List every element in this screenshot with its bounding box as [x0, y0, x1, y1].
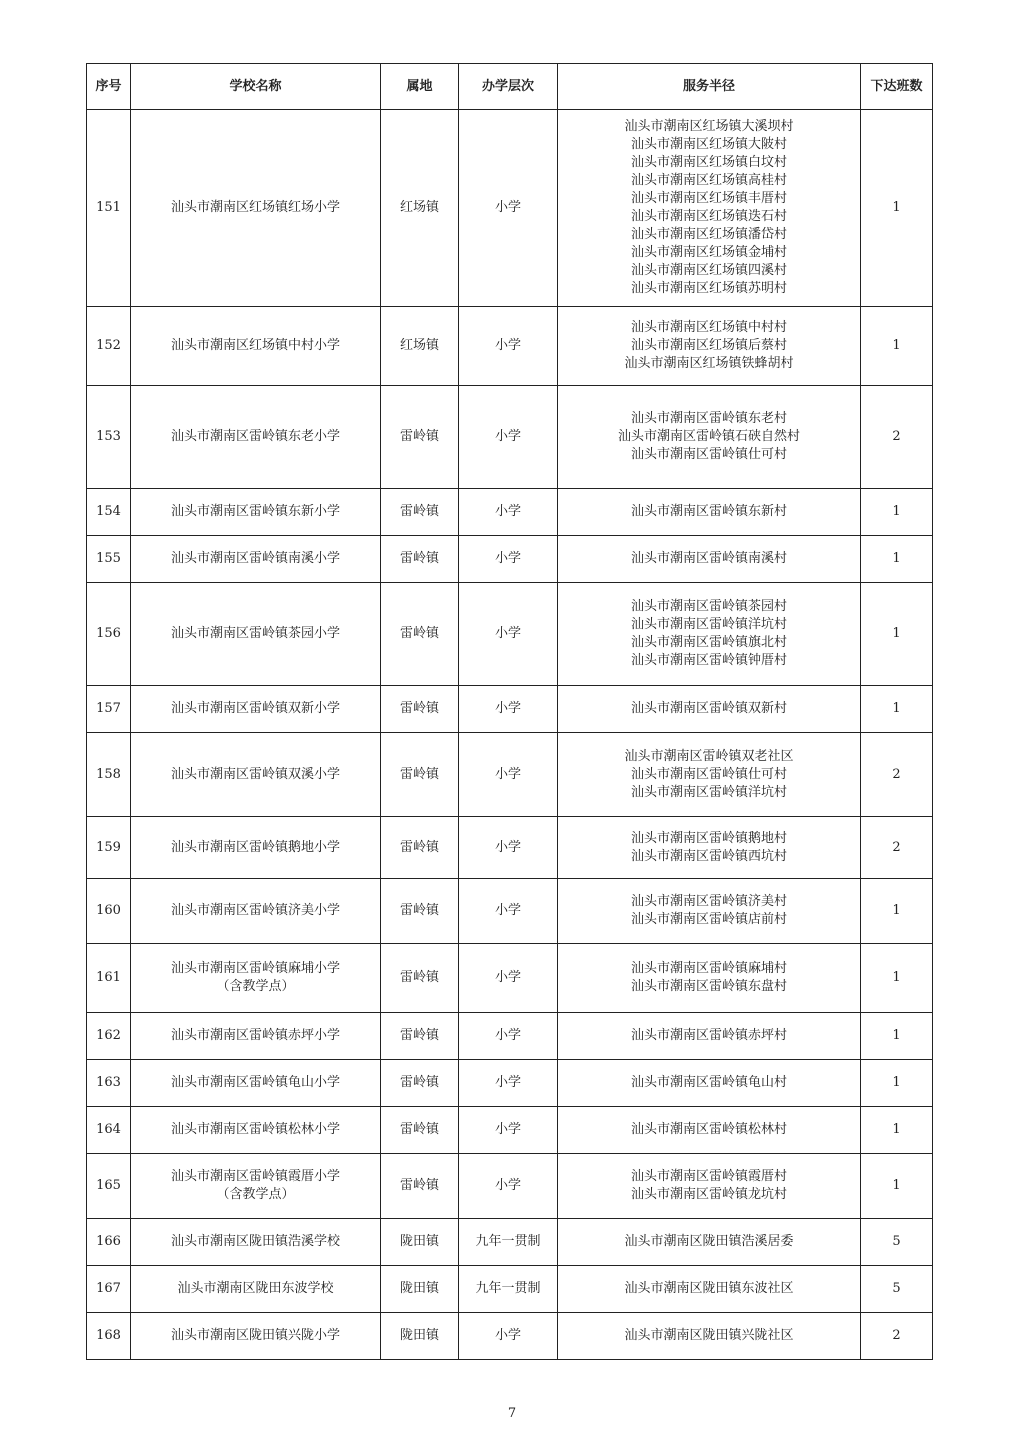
class-count: 2: [861, 1313, 933, 1360]
service-area: 汕头市潮南区雷岭镇松林村: [630, 1122, 787, 1137]
class-count: 1: [861, 944, 933, 1013]
school-location: 陇田镇: [381, 1313, 459, 1360]
school-level: 小学: [459, 817, 558, 879]
service-area: 汕头市潮南区陇田镇东波社区: [624, 1281, 794, 1296]
school-name: [131, 817, 381, 879]
school-level: 小学: [459, 686, 558, 733]
table-row: [87, 944, 933, 1013]
service-radius: [558, 1107, 861, 1154]
school-name: [131, 1219, 381, 1266]
school-name: [131, 583, 381, 686]
row-number: 165: [87, 1154, 131, 1219]
service-radius: [558, 686, 861, 733]
service-area: 汕头市潮南区雷岭镇钟厝村: [630, 653, 787, 668]
service-radius: [558, 583, 861, 686]
school-name: [131, 733, 381, 817]
school-level: 小学: [459, 1154, 558, 1219]
service-area: 汕头市潮南区红场镇白坟村: [630, 155, 787, 170]
service-radius: [558, 1266, 861, 1313]
service-area: 汕头市潮南区红场镇大陂村: [630, 137, 787, 152]
service-radius: [558, 489, 861, 536]
table-row: [87, 1107, 933, 1154]
service-area: 汕头市潮南区红场镇高桂村: [630, 173, 787, 188]
school-name-text: 汕头市潮南区雷岭镇麻埔小学: [170, 961, 340, 976]
school-location: 雷岭镇: [381, 1107, 459, 1154]
school-level: 小学: [459, 583, 558, 686]
service-radius: [558, 536, 861, 583]
school-level: 小学: [459, 110, 558, 307]
school-location: 红场镇: [381, 110, 459, 307]
service-area: 汕头市潮南区雷岭镇茶园村: [630, 599, 787, 614]
class-count: 1: [861, 1107, 933, 1154]
row-number: 151: [87, 110, 131, 307]
class-count: 1: [861, 536, 933, 583]
school-name-text: 汕头市潮南区雷岭镇东老小学: [170, 429, 340, 444]
school-name: [131, 1266, 381, 1313]
service-area: 汕头市潮南区红场镇丰厝村: [630, 191, 787, 206]
school-name-text: 汕头市潮南区雷岭镇松林小学: [170, 1122, 340, 1137]
service-area: 汕头市潮南区雷岭镇旗北村: [630, 635, 787, 650]
service-area: 汕头市潮南区陇田镇兴陇社区: [624, 1328, 794, 1343]
school-location: 雷岭镇: [381, 944, 459, 1013]
school-name: [131, 489, 381, 536]
school-location: 雷岭镇: [381, 1013, 459, 1060]
service-radius: [558, 1013, 861, 1060]
service-area: 汕头市潮南区红场镇苏明村: [630, 281, 787, 296]
school-level: 小学: [459, 536, 558, 583]
row-number: 159: [87, 817, 131, 879]
service-area: 汕头市潮南区雷岭镇石硖自然村: [617, 429, 800, 444]
school-name-note: （含教学点）: [216, 1187, 295, 1202]
school-name-text: 汕头市潮南区红场镇红场小学: [170, 200, 340, 215]
row-number: 154: [87, 489, 131, 536]
table-row: [87, 307, 933, 386]
row-number: 156: [87, 583, 131, 686]
class-count: 1: [861, 307, 933, 386]
service-area: 汕头市潮南区雷岭镇西坑村: [630, 848, 787, 864]
table-row: [87, 1154, 933, 1219]
row-number: 157: [87, 686, 131, 733]
school-name-text: 汕头市潮南区雷岭镇南溪小学: [170, 551, 340, 566]
service-area: 汕头市潮南区红场镇迭石村: [630, 209, 787, 224]
row-number: 168: [87, 1313, 131, 1360]
class-count: 1: [861, 879, 933, 944]
school-name: [131, 1154, 381, 1219]
row-number: 163: [87, 1060, 131, 1107]
school-name-text: 汕头市潮南区陇田镇兴陇小学: [170, 1328, 340, 1343]
service-area: 汕头市潮南区雷岭镇鹅地村: [630, 830, 787, 846]
table-row: [87, 1219, 933, 1266]
school-level: 小学: [459, 733, 558, 817]
row-number: 158: [87, 733, 131, 817]
school-location: 雷岭镇: [381, 1060, 459, 1107]
school-name-text: 汕头市潮南区雷岭镇茶园小学: [170, 626, 340, 641]
service-area: 汕头市潮南区雷岭镇仕可村: [630, 447, 787, 462]
school-name: [131, 307, 381, 386]
school-name-text: 汕头市潮南区雷岭镇鹅地小学: [170, 839, 340, 855]
service-area: 汕头市潮南区雷岭镇龙坑村: [630, 1187, 787, 1202]
school-level: 小学: [459, 944, 558, 1013]
service-area: 汕头市潮南区雷岭镇济美村: [630, 894, 787, 909]
service-radius: [558, 110, 861, 307]
class-count: 1: [861, 1060, 933, 1107]
service-area: 汕头市潮南区雷岭镇东新村: [630, 504, 787, 519]
table-row: [87, 817, 933, 879]
service-area: 汕头市潮南区雷岭镇店前村: [630, 912, 787, 927]
service-area: 汕头市潮南区红场镇铁蜂胡村: [624, 356, 794, 371]
school-name-note: （含教学点）: [216, 979, 295, 994]
school-name: [131, 879, 381, 944]
class-count: 1: [861, 110, 933, 307]
service-area: 汕头市潮南区雷岭镇仕可村: [630, 766, 787, 782]
table-row: [87, 733, 933, 817]
school-name-text: 汕头市潮南区陇田东波学校: [177, 1281, 334, 1296]
service-area: 汕头市潮南区雷岭镇龟山村: [630, 1075, 787, 1090]
class-count: 5: [861, 1219, 933, 1266]
service-area: 汕头市潮南区雷岭镇东老村: [630, 411, 787, 426]
school-location: 雷岭镇: [381, 817, 459, 879]
service-area: 汕头市潮南区红场镇金埔村: [630, 245, 787, 260]
class-count: 1: [861, 489, 933, 536]
school-name-text: 汕头市潮南区雷岭镇双溪小学: [170, 766, 340, 782]
school-location: 雷岭镇: [381, 686, 459, 733]
school-name-text: 汕头市潮南区雷岭镇赤坪小学: [170, 1028, 340, 1043]
header-service-radius: 服务半径: [558, 64, 861, 110]
school-level: 九年一贯制: [459, 1266, 558, 1313]
row-number: 152: [87, 307, 131, 386]
service-radius: [558, 1154, 861, 1219]
service-radius: [558, 817, 861, 879]
table-row: [87, 386, 933, 489]
school-name-text: 汕头市潮南区雷岭镇龟山小学: [170, 1075, 340, 1090]
school-name: [131, 536, 381, 583]
table-row: [87, 686, 933, 733]
table-row: [87, 1313, 933, 1360]
service-area: 汕头市潮南区雷岭镇东盘村: [630, 979, 787, 994]
school-name-text: 汕头市潮南区雷岭镇双新小学: [170, 701, 340, 716]
table-row: [87, 489, 933, 536]
school-location: 雷岭镇: [381, 733, 459, 817]
service-radius: [558, 1313, 861, 1360]
row-number: 164: [87, 1107, 131, 1154]
school-name: [131, 944, 381, 1013]
class-count: 2: [861, 386, 933, 489]
service-area: 汕头市潮南区陇田镇浩溪居委: [624, 1234, 794, 1249]
school-level: 小学: [459, 1107, 558, 1154]
school-location: 雷岭镇: [381, 879, 459, 944]
row-number: 155: [87, 536, 131, 583]
table-row: [87, 1266, 933, 1313]
school-location: 雷岭镇: [381, 536, 459, 583]
service-area: 汕头市潮南区红场镇大溪坝村: [624, 119, 794, 134]
school-level: 小学: [459, 1060, 558, 1107]
table-row: [87, 879, 933, 944]
header-school-name: 学校名称: [131, 64, 381, 110]
service-area: 汕头市潮南区雷岭镇赤坪村: [630, 1028, 787, 1043]
table-row: [87, 536, 933, 583]
school-location: 红场镇: [381, 307, 459, 386]
page-number: 7: [507, 1406, 517, 1421]
table-header-row: [87, 64, 933, 110]
service-radius: [558, 944, 861, 1013]
school-level: 小学: [459, 1013, 558, 1060]
service-area: 汕头市潮南区雷岭镇麻埔村: [630, 961, 787, 976]
class-count: 1: [861, 1154, 933, 1219]
class-count: 2: [861, 733, 933, 817]
school-name-text: 汕头市潮南区雷岭镇济美小学: [170, 903, 340, 918]
header-class-count: 下达班数: [861, 64, 933, 110]
school-location: 雷岭镇: [381, 386, 459, 489]
header-location: 属地: [381, 64, 459, 110]
school-name-text: 汕头市潮南区雷岭镇霞厝小学: [170, 1169, 340, 1184]
school-location: 雷岭镇: [381, 1154, 459, 1219]
school-location: 雷岭镇: [381, 583, 459, 686]
school-level: 九年一贯制: [459, 1219, 558, 1266]
school-name: [131, 110, 381, 307]
service-radius: [558, 1060, 861, 1107]
school-name: [131, 386, 381, 489]
table-row: [87, 1013, 933, 1060]
service-radius: [558, 307, 861, 386]
row-number: 166: [87, 1219, 131, 1266]
service-area: 汕头市潮南区雷岭镇洋坑村: [630, 784, 787, 800]
service-radius: [558, 879, 861, 944]
school-location: 雷岭镇: [381, 489, 459, 536]
table-row: [87, 1060, 933, 1107]
school-name: [131, 1013, 381, 1060]
service-radius: [558, 386, 861, 489]
service-area: 汕头市潮南区红场镇中村村: [630, 320, 787, 335]
service-radius: [558, 733, 861, 817]
service-area: 汕头市潮南区红场镇四溪村: [630, 263, 787, 278]
service-area: 汕头市潮南区红场镇后蔡村: [630, 338, 787, 353]
row-number: 160: [87, 879, 131, 944]
school-level: 小学: [459, 1313, 558, 1360]
table-row: [87, 583, 933, 686]
school-level: 小学: [459, 307, 558, 386]
row-number: 167: [87, 1266, 131, 1313]
school-name-text: 汕头市潮南区陇田镇浩溪学校: [170, 1234, 340, 1249]
service-area: 汕头市潮南区雷岭镇洋坑村: [630, 617, 787, 632]
school-name-text: 汕头市潮南区雷岭镇东新小学: [170, 504, 340, 519]
school-allocation-table: [86, 63, 933, 1360]
header-school-level: 办学层次: [459, 64, 558, 110]
school-level: 小学: [459, 386, 558, 489]
row-number: 161: [87, 944, 131, 1013]
service-area: 汕头市潮南区雷岭镇双新村: [630, 701, 787, 716]
class-count: 5: [861, 1266, 933, 1313]
school-name-text: 汕头市潮南区红场镇中村小学: [170, 338, 340, 353]
service-area: 汕头市潮南区红场镇潘岱村: [630, 227, 787, 242]
school-name: [131, 1107, 381, 1154]
class-count: 1: [861, 583, 933, 686]
school-location: 陇田镇: [381, 1266, 459, 1313]
service-area: 汕头市潮南区雷岭镇霞厝村: [630, 1169, 787, 1184]
row-number: 162: [87, 1013, 131, 1060]
service-area: 汕头市潮南区雷岭镇双老社区: [624, 748, 794, 764]
school-level: 小学: [459, 879, 558, 944]
school-name: [131, 1060, 381, 1107]
class-count: 2: [861, 817, 933, 879]
school-level: 小学: [459, 489, 558, 536]
table-row: [87, 110, 933, 307]
service-area: 汕头市潮南区雷岭镇南溪村: [630, 551, 787, 566]
table-body: [87, 110, 933, 1360]
school-location: 陇田镇: [381, 1219, 459, 1266]
class-count: 1: [861, 1013, 933, 1060]
service-radius: [558, 1219, 861, 1266]
header-no: 序号: [87, 64, 131, 110]
class-count: 1: [861, 686, 933, 733]
row-number: 153: [87, 386, 131, 489]
school-name: [131, 1313, 381, 1360]
school-name: [131, 686, 381, 733]
